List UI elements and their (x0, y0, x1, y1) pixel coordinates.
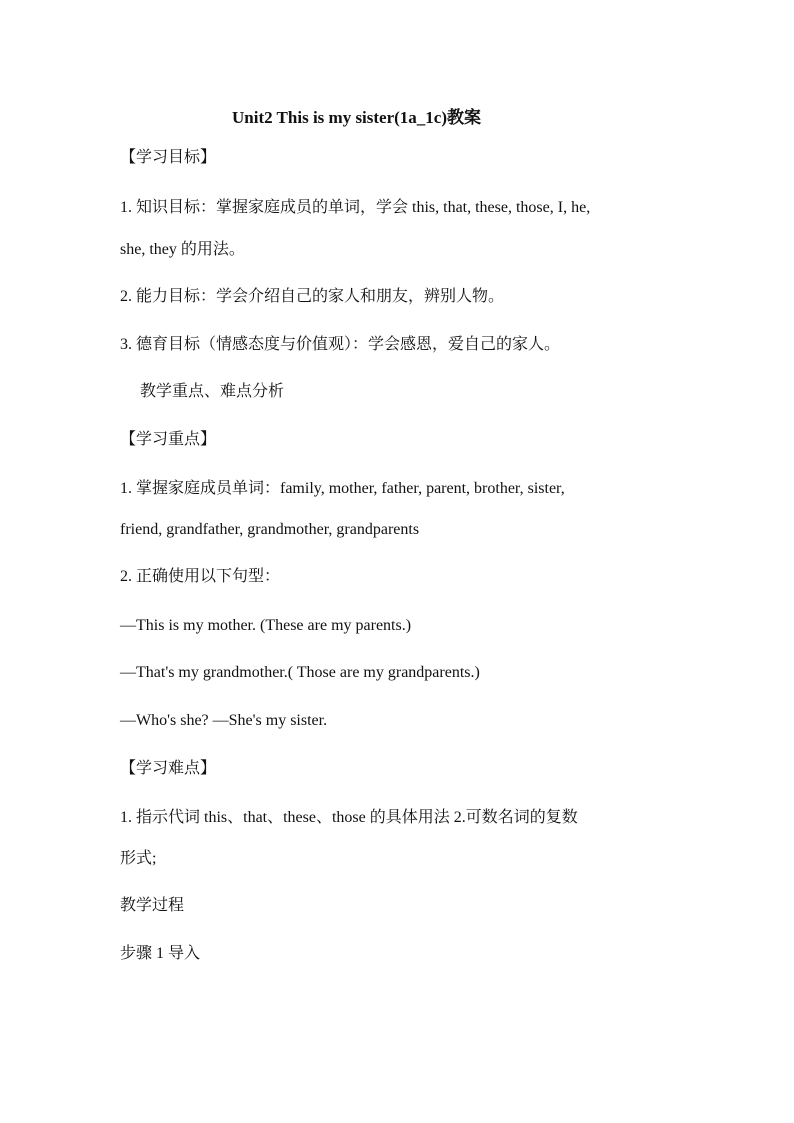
step-1: 步骤 1 导入 (120, 945, 201, 962)
sentence-pattern-1: —This is my mother. (These are my parents.) (120, 617, 412, 634)
difficulty-1-line-1: 1. 指示代词 this、that、these、those 的具体用法 2.可数名词的复数 (120, 809, 578, 826)
document-title: Unit2 This is my sister(1a_1c)教案 (232, 108, 482, 127)
analysis-heading: 教学重点、难点分析 (140, 383, 285, 400)
sentence-pattern-3: —Who's she? —She's my sister. (120, 712, 328, 729)
sentence-pattern-2: —That's my grandmother.( Those are my grandparents.) (120, 664, 480, 681)
objective-1-line-2: she, they 的用法。 (120, 241, 245, 258)
key-points-heading: 【学习重点】 (120, 431, 217, 448)
process-heading: 教学过程 (120, 897, 185, 914)
difficulties-heading: 【学习难点】 (120, 760, 217, 777)
key-point-1-line-1: 1. 掌握家庭成员单词：family, mother, father, parent, brother, sister, (120, 480, 565, 497)
objective-1-line-1: 1. 知识目标：掌握家庭成员的单词，学会 this, that, these, those, I, he, (120, 199, 591, 216)
objectives-heading: 【学习目标】 (120, 149, 217, 166)
objective-2: 2. 能力目标：学会介绍自己的家人和朋友，辨别人物。 (120, 288, 505, 305)
objective-3: 3. 德育目标（情感态度与价值观）：学会感恩，爱自己的家人。 (120, 336, 561, 353)
key-point-1-line-2: friend, grandfather, grandmother, grandparents (120, 521, 420, 538)
key-point-2: 2. 正确使用以下句型： (120, 568, 281, 585)
difficulty-1-line-2: 形式; (120, 850, 157, 867)
